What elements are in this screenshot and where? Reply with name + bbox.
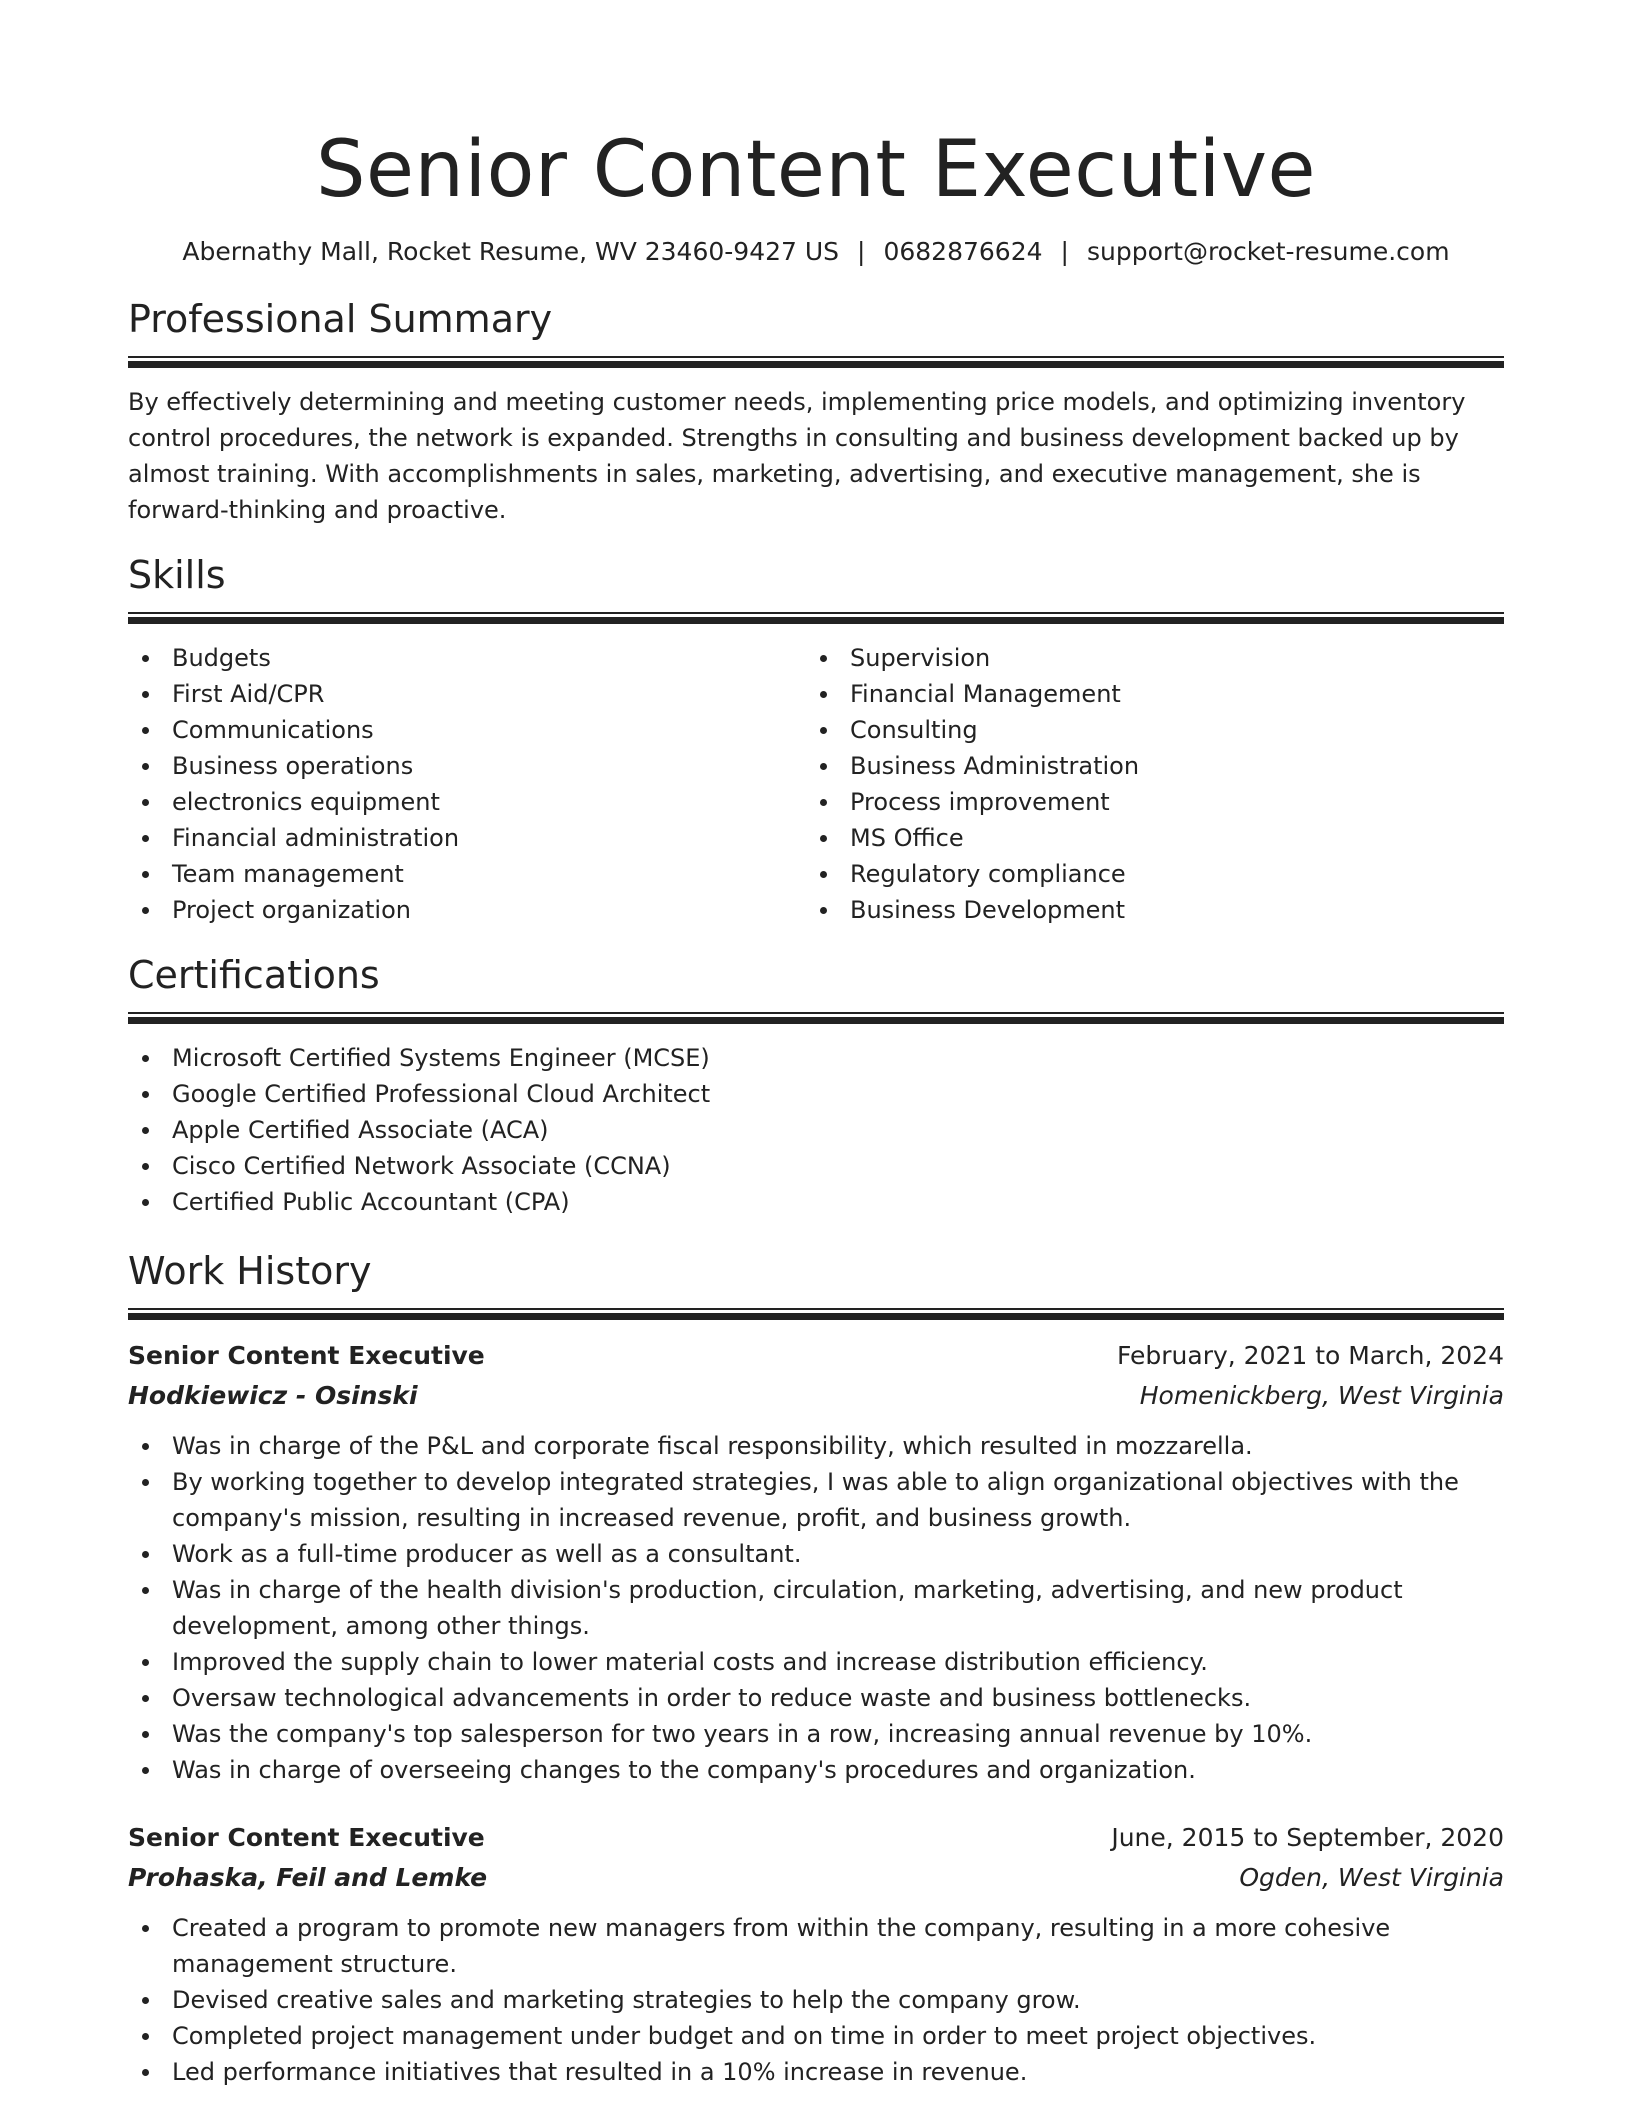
skill-item: Consulting bbox=[806, 712, 1484, 748]
job-dates: February, 2021 to March, 2024 bbox=[1116, 1341, 1504, 1370]
skill-item: Process improvement bbox=[806, 784, 1484, 820]
job-bullet: Oversaw technological advancements in order to reduce waste and business bottlenecks. bbox=[128, 1680, 1504, 1716]
skill-item: Financial administration bbox=[128, 820, 806, 856]
job-bullet: Work as a full-time producer as well as a consultant. bbox=[128, 1536, 1504, 1572]
skills-left-column bbox=[128, 640, 806, 928]
section-divider bbox=[128, 356, 1504, 368]
job-bullet-list bbox=[128, 1428, 1504, 1788]
certifications-section bbox=[128, 950, 1504, 1220]
job-bullet: Created a program to promote new managers from within the company, resulting in a more cohesive management structure. bbox=[128, 1910, 1504, 1982]
job-bullet: Completed project management under budget and on time in order to meet project objectives. bbox=[128, 2018, 1504, 2054]
certification-item: Cisco Certified Network Associate (CCNA) bbox=[128, 1148, 1504, 1184]
skill-item: Supervision bbox=[806, 640, 1484, 676]
job-entry bbox=[128, 1336, 1504, 1788]
job-bullet: Led performance initiatives that resulted in a 10% increase in revenue. bbox=[128, 2054, 1504, 2090]
skill-item: Communications bbox=[128, 712, 806, 748]
job-bullet: By working together to develop integrated strategies, I was able to align organizational objectives with the company's mission, resulting in increased revenue, profit, and business growth. bbox=[128, 1464, 1504, 1536]
skills-right-column bbox=[806, 640, 1484, 928]
certification-item: Certified Public Accountant (CPA) bbox=[128, 1184, 1504, 1220]
section-divider bbox=[128, 1308, 1504, 1320]
skill-item: Budgets bbox=[128, 640, 806, 676]
summary-heading: Professional Summary bbox=[128, 297, 553, 341]
certifications-heading: Certifications bbox=[128, 953, 380, 997]
job-bullet: Devised creative sales and marketing strategies to help the company grow. bbox=[128, 1982, 1504, 2018]
contact-address: Abernathy Mall, Rocket Resume, WV 23460-9427 US bbox=[182, 237, 840, 266]
job-header bbox=[128, 1336, 1504, 1376]
job-bullet: Was in charge of the P&L and corporate fiscal responsibility, which resulted in mozzarella. bbox=[128, 1428, 1504, 1464]
section-divider bbox=[128, 612, 1504, 624]
summary-section bbox=[128, 294, 1504, 528]
job-company: Prohaska, Feil and Lemke bbox=[128, 1863, 488, 1892]
job-entry bbox=[128, 1818, 1504, 2090]
skill-item: MS Office bbox=[806, 820, 1484, 856]
job-bullet-list bbox=[128, 1910, 1504, 2090]
job-subheader bbox=[128, 1376, 1504, 1416]
summary-text: By effectively determining and meeting customer needs, implementing price models, and optimizing inventory control procedures, the network is expanded. Strengths in consulting and business development backed up by almost training. With accomplishments in sales, marketing, advertising, and executive management, she is forward-thinking and proactive. bbox=[128, 388, 1466, 524]
contact-separator: | bbox=[1060, 237, 1069, 266]
skill-item: Business Development bbox=[806, 892, 1484, 928]
skill-item: Financial Management bbox=[806, 676, 1484, 712]
skills-grid bbox=[128, 640, 1504, 928]
section-divider bbox=[128, 1012, 1504, 1024]
skills-heading: Skills bbox=[128, 553, 226, 597]
job-header bbox=[128, 1818, 1504, 1858]
job-bullet: Was in charge of overseeing changes to the company's procedures and organization. bbox=[128, 1752, 1504, 1788]
job-dates: June, 2015 to September, 2020 bbox=[1111, 1823, 1504, 1852]
job-location: Ogden, West Virginia bbox=[1239, 1863, 1504, 1892]
certification-item: Microsoft Certified Systems Engineer (MCSE) bbox=[128, 1040, 1504, 1076]
job-title: Senior Content Executive bbox=[128, 1341, 485, 1370]
certification-item: Google Certified Professional Cloud Architect bbox=[128, 1076, 1504, 1112]
skill-item: First Aid/CPR bbox=[128, 676, 806, 712]
contact-email: support@rocket-resume.com bbox=[1086, 237, 1450, 266]
job-location: Homenickberg, West Virginia bbox=[1139, 1381, 1504, 1410]
job-bullet: Was the company's top salesperson for two years in a row, increasing annual revenue by 10%. bbox=[128, 1716, 1504, 1752]
job-bullet: Was in charge of the health division's production, circulation, marketing, advertising, and new product development, among other things. bbox=[128, 1572, 1504, 1644]
certifications-list bbox=[128, 1040, 1504, 1220]
job-company: Hodkiewicz - Osinski bbox=[128, 1381, 418, 1410]
skill-item: Business operations bbox=[128, 748, 806, 784]
contact-line bbox=[128, 234, 1504, 270]
work-history-heading: Work History bbox=[128, 1249, 372, 1293]
work-history-section bbox=[128, 1246, 1504, 2090]
resume-title: Senior Content Executive bbox=[316, 125, 1316, 215]
job-bullet: Improved the supply chain to lower material costs and increase distribution efficiency. bbox=[128, 1644, 1504, 1680]
skills-section bbox=[128, 550, 1504, 928]
skill-item: Business Administration bbox=[806, 748, 1484, 784]
job-subheader bbox=[128, 1858, 1504, 1898]
job-title: Senior Content Executive bbox=[128, 1823, 485, 1852]
skill-item: Project organization bbox=[128, 892, 806, 928]
skill-item: Regulatory compliance bbox=[806, 856, 1484, 892]
contact-phone: 0682876624 bbox=[883, 237, 1043, 266]
certification-item: Apple Certified Associate (ACA) bbox=[128, 1112, 1504, 1148]
contact-separator: | bbox=[857, 237, 866, 266]
skill-item: Team management bbox=[128, 856, 806, 892]
skill-item: electronics equipment bbox=[128, 784, 806, 820]
